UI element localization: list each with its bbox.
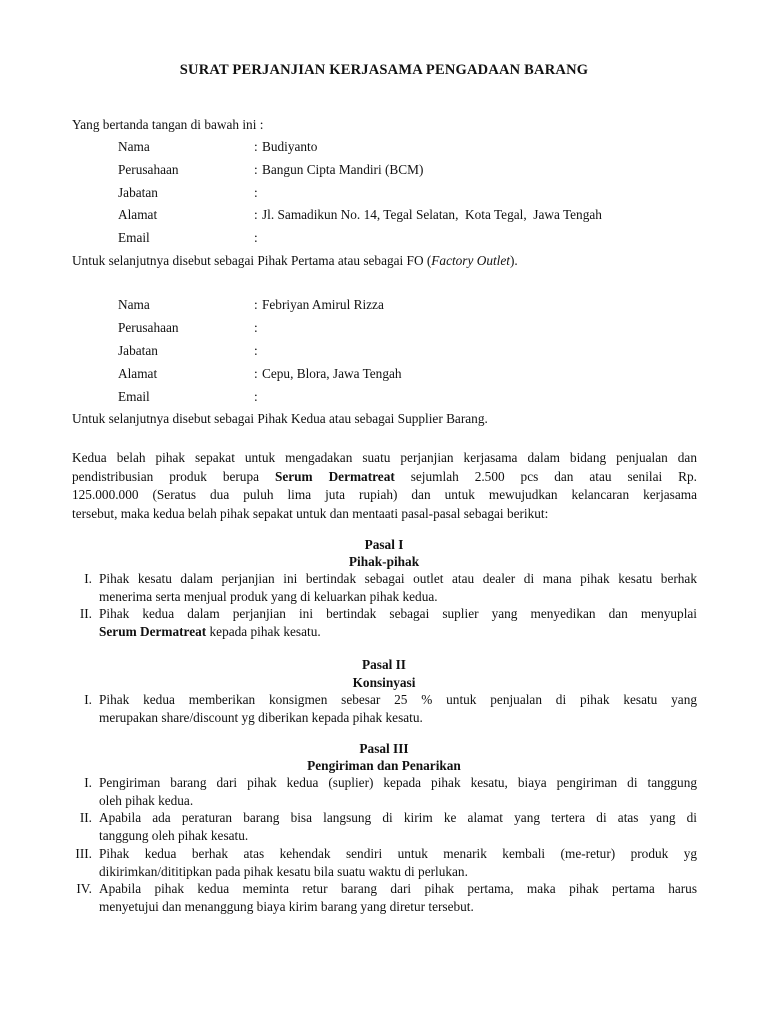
pasal2-title: Konsinyasi [352, 675, 416, 690]
party2-alamat-row [118, 366, 698, 386]
colon: : [254, 366, 258, 381]
party2-nama-label: Nama [118, 297, 150, 312]
item-line [99, 624, 697, 642]
party1-alamat-label: Alamat [118, 207, 158, 222]
party2-nama-value: Febriyan Amirul Rizza [262, 297, 384, 312]
party1-nama-row [118, 139, 698, 159]
product-name: Serum Dermatreat [274, 468, 395, 484]
item-number: II. [79, 606, 92, 621]
item-line: Pihak kesatu dalam perjanjian ini bertindak sebagai outlet atau dealer di mana pihak kesatu berhak [99, 571, 697, 586]
product-name: Serum Dermatreat [99, 623, 207, 639]
party2-designation: Untuk selanjutnya disebut sebagai Pihak Kedua atau sebagai Supplier Barang. [72, 411, 488, 426]
party1-designation-text: Untuk selanjutnya disebut sebagai Pihak Pertama atau sebagai FO ( [72, 253, 432, 268]
item-number: I. [84, 692, 92, 707]
party2-perusahaan-label: Perusahaan [118, 320, 179, 335]
item-line: Pihak kedua dalam perjanjian ini bertindak sebagai suplier yang menyedikan dan menyuplai [99, 606, 697, 621]
colon: : [254, 389, 258, 404]
agreement-line: 125.000.000 (Seratus dua puluh lima juta rupiah) dan untuk mewujudkan kelancaran kerjasama [72, 487, 697, 502]
party1-perusahaan-label: Perusahaan [118, 162, 179, 177]
party2-email-label: Email [118, 389, 150, 404]
agreement-text: pendistribusian produk berupa [72, 468, 259, 484]
item-line: Pihak kedua berhak atas kehendak sendiri untuk menarik kembali (me-retur) produk yg [99, 846, 697, 861]
colon: : [254, 320, 258, 335]
party1-designation-end: ). [509, 253, 518, 268]
party1-alamat-value: Jl. Samadikun No. 14, Tegal Selatan, Kota Tegal, Jawa Tengah [262, 207, 602, 222]
agreement-line: Kedua belah pihak sepakat untuk mengadakan suatu perjanjian kerjasama dalam bidang penjualan dan [72, 450, 697, 465]
item-line: Apabila pihak kedua meminta retur barang dari pihak pertama, maka pihak pertama harus [99, 881, 697, 896]
party1-designation [72, 253, 697, 269]
party2-jabatan-row [118, 343, 698, 363]
party2-email-row [118, 389, 698, 409]
item-line: oleh pihak kedua. [99, 792, 194, 808]
item-text: kepada pihak kesatu. [206, 623, 321, 639]
pasal1-title: Pihak-pihak [348, 554, 420, 569]
colon: : [254, 185, 258, 200]
agreement-line: tersebut, maka kedua belah pihak sepakat untuk dan mentaati pasal-pasal sebagai berikut: [72, 505, 549, 521]
document-title: SURAT PERJANJIAN KERJASAMA PENGADAAN BARANG [179, 62, 589, 78]
agreement-text: sejumlah 2.500 pcs dan atau senilai Rp. [410, 468, 697, 484]
item-line: dikirimkan/dititipkan pada pihak kesatu bila suatu waktu di perlukan. [99, 863, 468, 879]
party1-designation-italic: Factory Outlet [431, 253, 510, 268]
party2-perusahaan-row [118, 320, 698, 340]
item-line: menerima serta menjual produk yang di keluarkan pihak kedua. [99, 588, 438, 604]
item-line: Pihak kedua memberikan konsigmen sebesar 25 % untuk penjualan di pihak kesatu yang [99, 692, 697, 707]
party1-email-label: Email [118, 230, 150, 245]
item-line: menyetujui dan menanggung biaya kirim barang yang diretur tersebut. [99, 898, 474, 914]
party1-nama-label: Nama [118, 139, 150, 154]
pasal2-number: Pasal II [362, 657, 406, 672]
party2-nama-row [118, 297, 698, 317]
intro-text: Yang bertanda tangan di bawah ini : [72, 117, 264, 132]
party2-alamat-label: Alamat [118, 366, 158, 381]
item-line: tanggung oleh pihak kesatu. [99, 827, 249, 843]
party1-nama-value: Budiyanto [262, 139, 318, 154]
party1-perusahaan-value: Bangun Cipta Mandiri (BCM) [262, 162, 424, 177]
colon: : [254, 230, 258, 245]
item-number: IV. [76, 881, 92, 896]
colon: : [254, 139, 258, 154]
colon: : [254, 207, 258, 222]
colon: : [254, 162, 258, 177]
agreement-line [72, 469, 697, 488]
pasal1-number: Pasal I [364, 537, 404, 552]
party1-jabatan-label: Jabatan [118, 185, 158, 200]
colon: : [254, 297, 258, 312]
party2-jabatan-label: Jabatan [118, 343, 158, 358]
item-line: Pengiriman barang dari pihak kedua (suplier) kepada pihak kesatu, biaya pengiriman di tanggung [99, 775, 697, 790]
item-number: I. [84, 571, 92, 586]
item-number: I. [84, 775, 92, 790]
agreement-paragraph [72, 450, 697, 524]
party1-alamat-row [118, 207, 698, 227]
party1-perusahaan-row [118, 162, 698, 182]
item-line: merupakan share/discount yg diberikan kepada pihak kesatu. [99, 709, 423, 725]
party2-alamat-value: Cepu, Blora, Jawa Tengah [262, 366, 402, 381]
item-number: II. [79, 810, 92, 825]
item-number: III. [75, 846, 92, 861]
colon: : [254, 343, 258, 358]
pasal3-title: Pengiriman dan Penarikan [307, 758, 461, 773]
party1-email-row [118, 230, 698, 250]
pasal3-number: Pasal III [359, 741, 409, 756]
item-line: Apabila ada peraturan barang bisa langsung di kirim ke alamat yang tertera di atas yang di [99, 810, 697, 825]
party1-jabatan-row [118, 185, 698, 205]
